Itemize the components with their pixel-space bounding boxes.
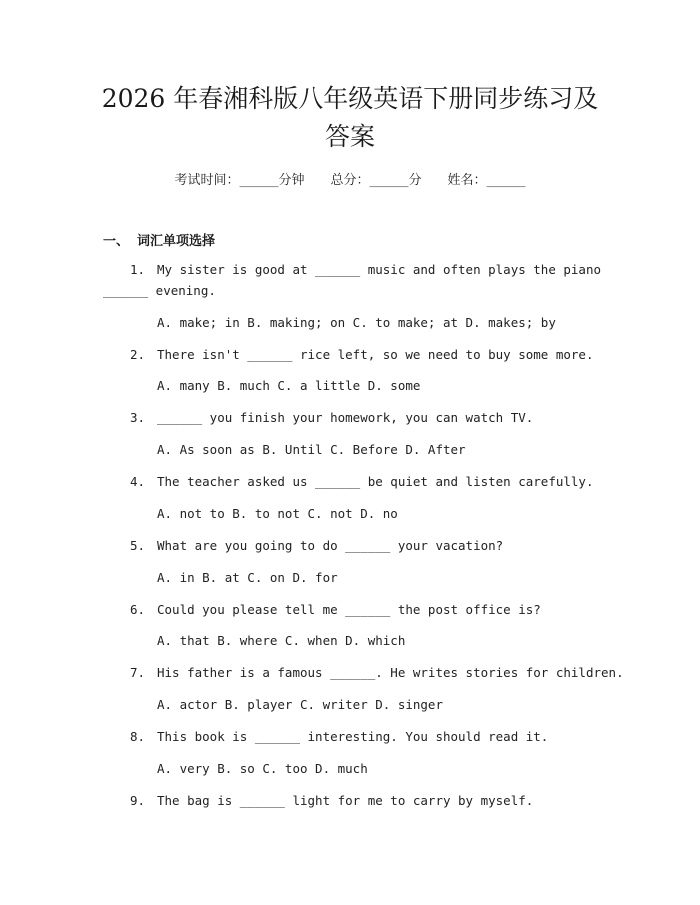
question-text: ______ you finish your homework, you can watch TV.: [157, 410, 534, 425]
title-line-2: 答案: [324, 122, 375, 151]
question-text: The bag is ______ light for me to carry by myself.: [157, 793, 534, 808]
question-number: 3.: [130, 410, 146, 425]
exam-time-field: 考试时间：______分钟: [174, 173, 305, 188]
question-2-options: A. many B. much C. a little D. some: [157, 378, 421, 393]
question-number: 6.: [130, 602, 146, 617]
question-number: 7.: [130, 665, 146, 680]
question-text: What are you going to do ______ your vacation?: [157, 538, 504, 553]
document-title: [80, 80, 620, 156]
question-text: Could you please tell me ______ the post office is?: [157, 602, 541, 617]
question-number: 4.: [130, 474, 146, 489]
question-number: 8.: [130, 729, 146, 744]
total-score-field: 总分：______分: [330, 173, 422, 188]
question-text: My sister is good at ______ music and often plays the piano: [157, 262, 602, 277]
question-text: His father is a famous ______. He writes stories for children.: [157, 665, 624, 680]
question-1-options: A. make; in B. making; on C. to make; at D. makes; by: [157, 315, 556, 330]
exam-info-row: [0, 169, 700, 188]
question-6-options: A. that B. where C. when D. which: [157, 633, 406, 648]
question-4-options: A. not to B. to not C. not D. no: [157, 506, 398, 521]
section-title: 词汇单项选择: [137, 234, 216, 249]
title-line-1: 2026 年春湘科版八年级英语下册同步练习及: [101, 84, 599, 113]
question-text-continuation: ______ evening.: [103, 283, 216, 298]
question-3-options: A. As soon as B. Until C. Before D. After: [157, 442, 466, 457]
question-number: 1.: [130, 262, 146, 277]
section-header: [103, 230, 215, 249]
student-name-field: 姓名：______: [447, 173, 526, 188]
question-text: There isn't ______ rice left, so we need to buy some more.: [157, 347, 594, 362]
question-7-options: A. actor B. player C. writer D. singer: [157, 697, 443, 712]
section-number: 一、: [103, 234, 130, 249]
question-number: 5.: [130, 538, 146, 553]
question-8-options: A. very B. so C. too D. much: [157, 761, 368, 776]
question-text: This book is ______ interesting. You should read it.: [157, 729, 549, 744]
question-text: The teacher asked us ______ be quiet and listen carefully.: [157, 474, 594, 489]
question-5-options: A. in B. at C. on D. for: [157, 570, 338, 585]
question-number: 2.: [130, 347, 146, 362]
question-number: 9.: [130, 793, 146, 808]
